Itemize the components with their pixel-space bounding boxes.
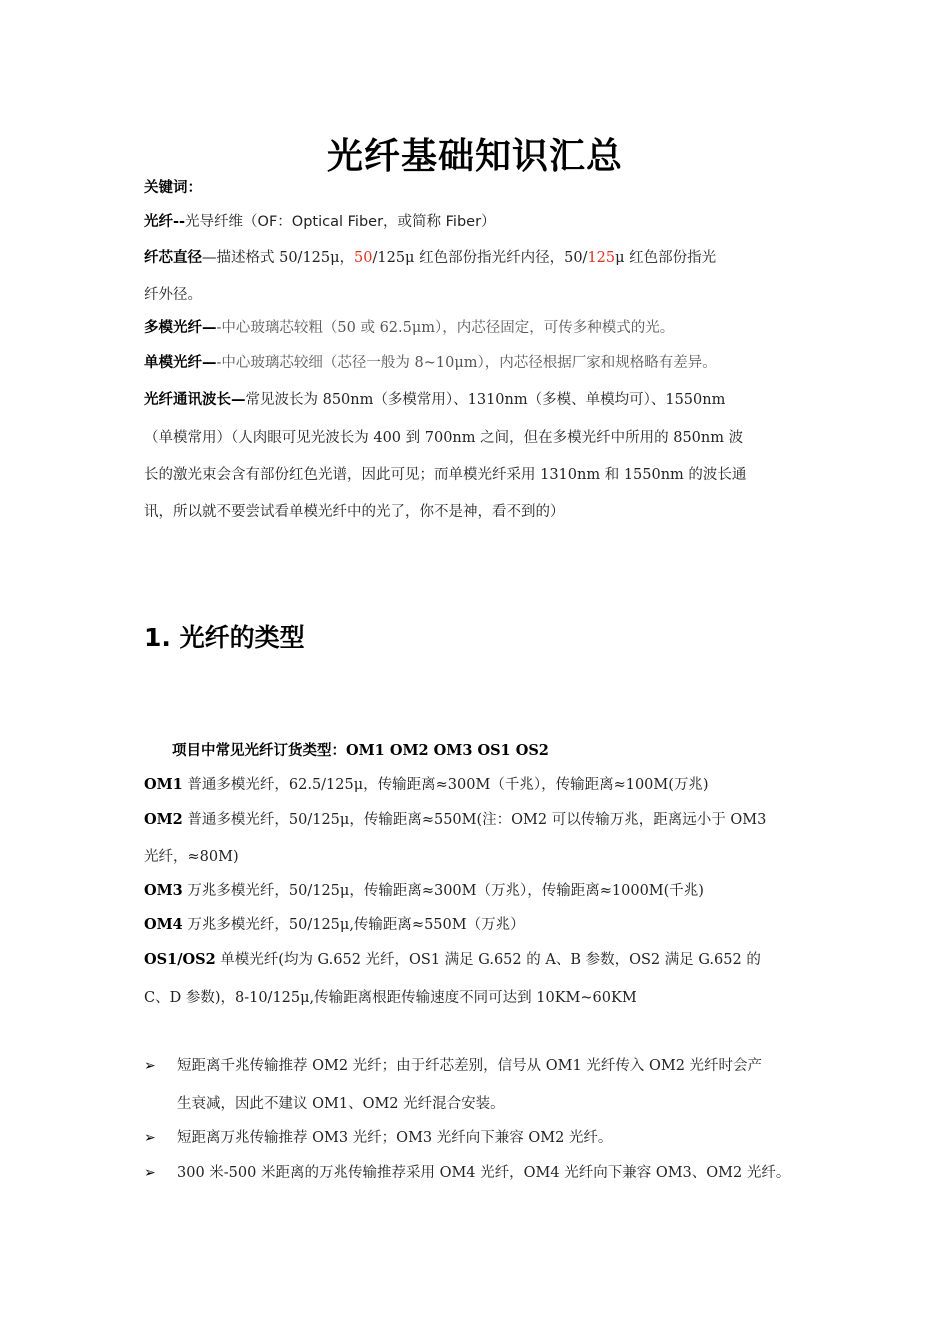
- keyword-definition: 常见波长为 850nm（多模常用）、1310nm（多模、单模均可）、1550nm: [245, 392, 726, 408]
- keyword-definition: —描述格式 50/125μ，: [202, 250, 355, 266]
- keyword-singlemode: [144, 353, 814, 373]
- keyword-wavelength-line2: （单模常用）（人肉眼可见光波长为 400 到 700nm 之间，但在多模光纤中所用的 850nm 波: [144, 430, 744, 446]
- keyword-term: 单模光纤—: [144, 355, 217, 371]
- type-label: OS1/OS2: [144, 951, 216, 968]
- type-os: [144, 950, 814, 970]
- keywords-label: 关键词：: [144, 180, 202, 196]
- keyword-multimode: [144, 318, 814, 338]
- keyword-definition: -中心玻璃芯较粗（50 或 62.5μm），内芯径固定，可传多种模式的光。: [216, 320, 675, 336]
- type-om4: [144, 915, 814, 935]
- keyword-definition: 光导纤维（OF：Optical Fiber，或简称 Fiber）: [185, 214, 496, 230]
- keyword-wavelength-line3: 长的激光束会含有部份红色光谱，因此可见；而单模光纤采用 1310nm 和 1550nm 的波长通: [144, 467, 747, 483]
- type-description: 万兆多模光纤，50/125μ，传输距离≈300M（万兆），传输距离≈1000M(千兆): [182, 883, 704, 899]
- keyword-term: 光纤--: [144, 214, 186, 230]
- keyword-term: 光纤通讯波长—: [144, 392, 246, 408]
- keyword-core-diameter-cont: 纤外径。: [144, 287, 202, 303]
- keyword-core-diameter: [144, 248, 814, 268]
- type-description: 普通多模光纤，50/125μ，传输距离≈550M(注：OM2 可以传输万兆，距离远小于 OM3: [182, 812, 767, 828]
- type-os-cont: C、D 参数)，8-10/125μ,传输距离根距传输速度不同可达到 10KM~60KM: [144, 990, 637, 1006]
- highlight-red-outer: 125: [587, 250, 616, 266]
- type-om3: [144, 881, 814, 901]
- arrow-bullet-icon: ➢: [144, 1058, 156, 1074]
- types-intro: 项目中常见光纤订货类型：OM1 OM2 OM3 OS1 OS2: [172, 742, 549, 759]
- page-title: 光纤基础知识汇总: [326, 135, 623, 177]
- keyword-definition: μ 红色部份指光: [615, 250, 717, 266]
- keyword-definition: /125μ 红色部份指光纤内径，50/: [372, 250, 588, 266]
- type-om2-cont: 光纤，≈80M): [144, 849, 239, 865]
- arrow-bullet-icon: ➢: [144, 1165, 156, 1181]
- keyword-wavelength: [144, 390, 814, 410]
- keyword-definition: -中心玻璃芯较细（芯径一般为 8~10μm），内芯径根据厂家和规格略有差异。: [216, 355, 717, 371]
- type-description: 万兆多模光纤，50/125μ,传输距离≈550M（万兆）: [182, 917, 525, 933]
- type-label: OM2: [144, 811, 183, 828]
- section-heading: 1. 光纤的类型: [144, 623, 305, 652]
- type-om1: [144, 775, 814, 795]
- list-item: 300 米-500 米距离的万兆传输推荐采用 OM4 光纤，OM4 光纤向下兼容 OM3、OM2 光纤。: [177, 1165, 791, 1181]
- arrow-bullet-icon: ➢: [144, 1130, 156, 1146]
- type-description: 普通多模光纤，62.5/125μ，传输距离≈300M（千兆），传输距离≈100M(万兆): [182, 777, 709, 793]
- type-description: 单模光纤(均为 G.652 光纤，OS1 满足 G.652 的 A、B 参数，OS2 满足 G.652 的: [215, 952, 761, 968]
- keyword-term: 纤芯直径: [144, 250, 202, 266]
- type-label: OM1: [144, 776, 183, 793]
- type-label: OM4: [144, 916, 183, 933]
- list-item: 短距离千兆传输推荐 OM2 光纤；由于纤芯差别，信号从 OM1 光纤传入 OM2 光纤时会产: [177, 1058, 763, 1074]
- type-om2: [144, 810, 814, 830]
- keyword-wavelength-line4: 讯，所以就不要尝试看单模光纤中的光了，你不是神，看不到的）: [144, 504, 565, 520]
- highlight-red-inner: 50: [354, 250, 373, 266]
- list-item-cont: 生衰减，因此不建议 OM1、OM2 光纤混合安装。: [177, 1096, 505, 1112]
- list-item: 短距离万兆传输推荐 OM3 光纤；OM3 光纤向下兼容 OM2 光纤。: [177, 1130, 613, 1146]
- keyword-optical-fiber: [144, 212, 814, 232]
- keyword-term: 多模光纤—: [144, 320, 217, 336]
- type-label: OM3: [144, 882, 183, 899]
